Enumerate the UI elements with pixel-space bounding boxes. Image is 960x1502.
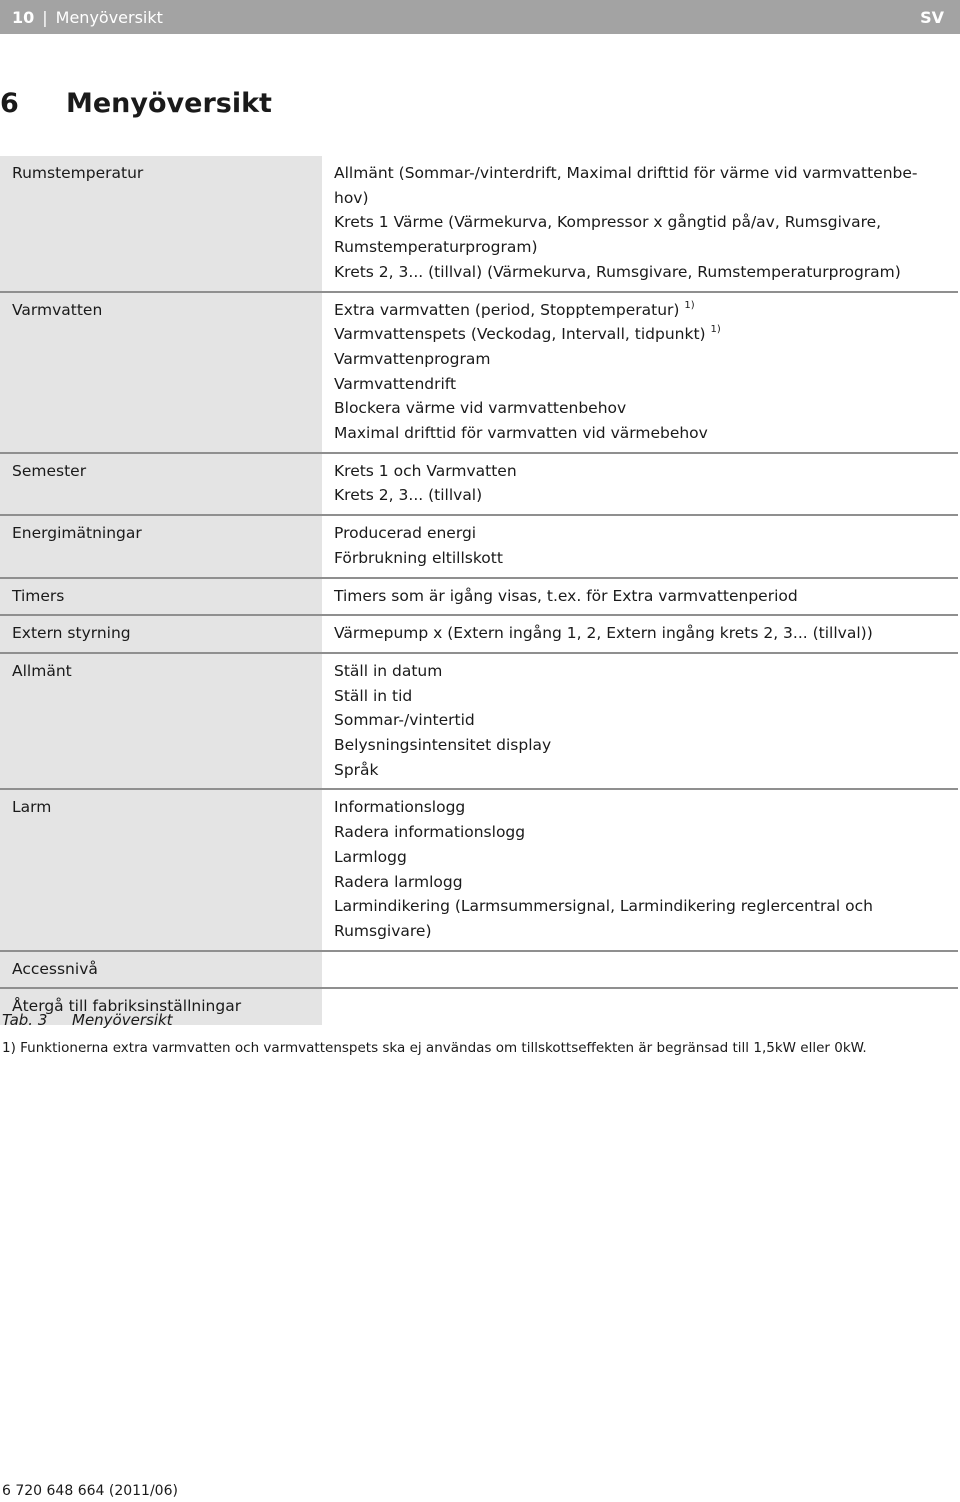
menu-item: Radera informationslogg [334,823,526,842]
menu-item: Producerad energi [334,524,477,543]
menu-label-cell [0,156,322,292]
menu-items-cell [322,653,958,790]
menu-label-cell [0,951,322,989]
menu-item: Informationslogg [334,798,466,817]
menu-item: Förbrukning eltillskott [334,548,503,567]
menu-item: Språk [334,760,379,779]
menu-items-cell [322,951,958,989]
menu-item-with-footnote [334,322,952,347]
language-code: SV [920,7,944,27]
menu-label: Accessnivå [12,959,98,978]
menu-items-cell [322,515,958,577]
menu-item: Rumstemperaturprogram) [334,238,538,257]
menu-label: Rumstemperatur [12,164,144,182]
header-section: Menyöversikt [55,7,163,27]
menu-label-cell [0,578,322,616]
menu-item-text: Varmvattenspets (Veckodag, Intervall, tidpunkt) [334,325,706,344]
document-id: 6 720 648 664 (2011/06) [2,1483,178,1499]
footnote-text: Funktionerna extra varmvatten och varmvattenspets ska ej användas om tillskottseffekten är begränsad till 1,5kW eller 0kW. [20,1040,867,1056]
menu-item: Varmvattenprogram [334,349,491,368]
menu-item: Larmlogg [334,847,407,866]
menu-item: Värmepump x (Extern ingång 1, 2, Extern ingång krets 2, 3... (tillval)) [334,624,873,643]
table-row [0,789,958,950]
section-heading [0,88,272,119]
table-caption-text: Menyöversikt [72,1011,173,1029]
menu-item: Rumsgivare) [334,921,432,940]
header-divider: | [42,7,48,27]
footnote [2,1040,867,1056]
table-caption [2,1011,173,1029]
menu-item: Timers som är igång visas, t.ex. för Extra varmvattenperiod [334,586,798,605]
table-row [0,653,958,790]
menu-item: Allmänt (Sommar-/vinterdrift, Maximal drifttid för värme vid varmvattenbe- [334,164,918,182]
table-row [0,578,958,616]
menu-items-cell [322,615,958,653]
menu-item: Krets 2, 3... (tillval) [334,486,483,505]
table-number: Tab. 3 [2,1011,48,1029]
menu-label: Timers [12,586,65,605]
menu-item: Ställ in datum [334,661,443,680]
menu-label-cell [0,789,322,950]
footnote-marker: 1) [684,299,695,311]
menu-item: Belysningsintensitet display [334,736,552,755]
menu-item: Krets 1 Värme (Värmekurva, Kompressor x gångtid på/av, Rumsgivare, [334,213,882,232]
menu-label: Extern styrning [12,624,131,643]
menu-label-cell [0,453,322,515]
menu-item: Ställ in tid [334,686,413,705]
section-title: Menyöversikt [66,88,272,119]
menu-label-cell [0,653,322,790]
menu-item-with-footnote [334,298,952,323]
menu-items-cell [322,988,958,1025]
table-row [0,292,958,453]
menu-items-cell [322,292,958,453]
menu-label-cell [0,292,322,453]
menu-item: Krets 2, 3... (tillval) (Värmekurva, Rumsgivare, Rumstemperaturprogram) [334,262,901,281]
menu-label: Energimätningar [12,524,142,543]
menu-item: Sommar-/vintertid [334,711,475,730]
menu-label: Varmvatten [12,300,103,319]
menu-items-cell [322,453,958,515]
table-row [0,453,958,515]
menu-label-cell [0,515,322,577]
table-row [0,951,958,989]
menu-item: Larmindikering (Larmsummersignal, Larmindikering reglercentral och [334,897,873,916]
menu-items-cell [322,789,958,950]
menu-label: Allmänt [12,661,72,680]
section-number: 6 [0,88,19,119]
menu-label: Larm [12,798,52,817]
footnote-number: 1) [2,1040,16,1056]
page-number: 10 [12,7,35,27]
menu-overview-table [0,156,958,1025]
menu-item: Maximal drifttid för varmvatten vid värmebehov [334,424,708,443]
menu-item: hov) [334,188,369,207]
menu-item-text: Extra varmvatten (period, Stopptemperatur) [334,300,680,319]
menu-item: Radera larmlogg [334,872,463,891]
table-row [0,156,958,292]
table-row [0,615,958,653]
menu-item: Krets 1 och Varmvatten [334,461,517,480]
menu-label: Återgå till fabriksinställningar [12,997,242,1016]
menu-items-cell [322,578,958,616]
table-row [0,515,958,577]
menu-label: Semester [12,461,87,480]
page-header [0,0,960,34]
menu-item: Varmvattendrift [334,374,457,393]
menu-items-cell [322,156,958,292]
menu-item: Blockera värme vid varmvattenbehov [334,399,627,418]
footnote-marker: 1) [710,324,721,336]
menu-label-cell [0,615,322,653]
